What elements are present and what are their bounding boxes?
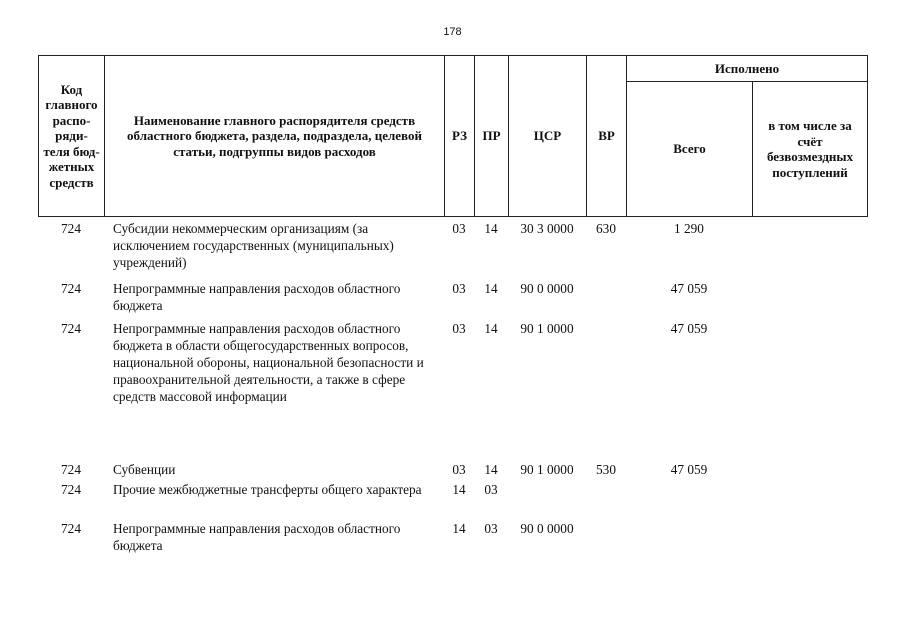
cell-name: Субвенции <box>113 462 176 477</box>
cell-name: Непрограммные направления расходов областного бюджета в области общегосударственных вопросов, национальной обороны, национальной безопасности и правоохранительной деятельности, а также в сфере средств массовой информации <box>113 321 424 404</box>
table-row <box>38 481 868 517</box>
header-pr <box>474 55 509 217</box>
cell-total: 47 059 <box>670 281 708 296</box>
cell-code: 724 <box>61 482 81 497</box>
cell-csr: 90 1 0000 <box>520 321 574 336</box>
cell-csr: 90 0 0000 <box>520 281 574 296</box>
cell-csr: 30 3 0000 <box>520 221 574 236</box>
header-incl-label: в том числе за счёт безвозмездных поступлений <box>766 118 854 180</box>
cell-code: 724 <box>61 462 81 477</box>
cell-code: 724 <box>61 221 81 236</box>
cell-name: Субсидии некоммерческим организациям (за исключением государственных (муниципальных) учреждений) <box>113 221 394 270</box>
header-vr-label: ВР <box>598 128 615 144</box>
header-executed <box>626 55 868 82</box>
header-code-label: Код главного распо-ряди-теля бюд-жетных средств <box>43 81 100 190</box>
header-total <box>626 81 753 217</box>
cell-pr: 03 <box>484 482 498 497</box>
cell-code: 724 <box>61 281 81 296</box>
cell-name: Непрограммные направления расходов областного бюджета <box>113 521 401 553</box>
cell-rz: 03 <box>452 221 466 236</box>
cell-pr: 03 <box>484 521 498 536</box>
cell-pr: 14 <box>484 462 498 477</box>
header-pr-label: ПР <box>482 128 501 144</box>
table-row <box>38 520 868 556</box>
header-code <box>38 55 105 217</box>
cell-code: 724 <box>61 321 81 336</box>
cell-name: Непрограммные направления расходов областного бюджета <box>113 281 401 313</box>
cell-total: 1 290 <box>674 221 704 236</box>
header-csr-label: ЦСР <box>533 128 562 144</box>
cell-name: Прочие межбюджетные трансферты общего характера <box>113 482 422 497</box>
cell-code: 724 <box>61 521 81 536</box>
cell-rz: 14 <box>452 521 466 536</box>
cell-pr: 14 <box>484 221 498 236</box>
cell-pr: 14 <box>484 281 498 296</box>
table-row <box>38 220 868 276</box>
header-total-label: Всего <box>673 141 706 157</box>
page-number: 178 <box>443 26 462 38</box>
header-name-label: Наименование главного распорядителя средств областного бюджета, раздела, подраздела, целевой статьи, подгруппы видов расходов <box>127 112 422 159</box>
header-csr <box>508 55 587 217</box>
table-row <box>38 280 868 316</box>
cell-csr: 90 0 0000 <box>520 521 574 536</box>
cell-vr: 530 <box>596 462 616 477</box>
header-rz-label: РЗ <box>452 128 467 144</box>
cell-vr: 630 <box>596 221 616 236</box>
table-row <box>38 461 868 479</box>
cell-total: 47 059 <box>670 321 708 336</box>
header-incl <box>752 81 868 217</box>
header-name <box>104 55 445 217</box>
cell-rz: 03 <box>452 281 466 296</box>
cell-rz: 03 <box>452 462 466 477</box>
cell-rz: 14 <box>452 482 466 497</box>
cell-pr: 14 <box>484 321 498 336</box>
header-vr <box>586 55 627 217</box>
table-header <box>38 55 868 217</box>
header-executed-label: Исполнено <box>714 60 780 76</box>
cell-rz: 03 <box>452 321 466 336</box>
cell-csr: 90 1 0000 <box>520 462 574 477</box>
cell-total: 47 059 <box>670 462 708 477</box>
header-rz <box>444 55 475 217</box>
table-row <box>38 320 868 430</box>
